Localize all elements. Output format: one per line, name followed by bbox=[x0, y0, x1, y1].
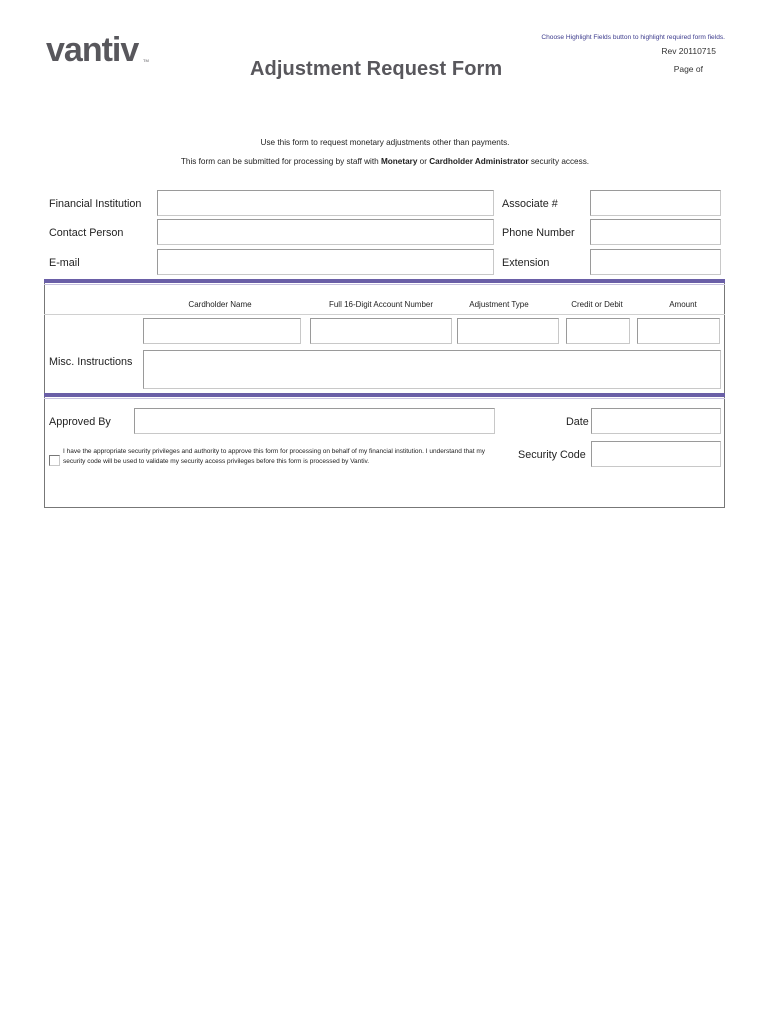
approved-by-field[interactable] bbox=[134, 408, 495, 434]
adjustment-type-field[interactable] bbox=[457, 318, 559, 344]
intro-line-2-pre: This form can be submitted for processing by staff with bbox=[180, 157, 381, 166]
intro-line-2-mid: or bbox=[417, 157, 430, 166]
logo-trademark: TM bbox=[143, 58, 149, 63]
financial-institution-field[interactable] bbox=[157, 190, 494, 216]
logo-text: vantiv bbox=[46, 31, 139, 69]
credit-debit-field[interactable] bbox=[566, 318, 630, 344]
associate-field[interactable] bbox=[590, 190, 721, 216]
col-header-credit-debit: Credit or Debit bbox=[571, 300, 623, 309]
phone-number-label: Phone Number bbox=[502, 227, 575, 239]
associate-label: Associate # bbox=[502, 198, 558, 210]
misc-instructions-field[interactable] bbox=[143, 350, 721, 389]
certification-text: I have the appropriate security privileges and authority to approve this form for processing on behalf of my financial institution. I understand that my security code will be used to validate my security access privileges before this form is processed by Vantiv. bbox=[63, 448, 486, 465]
row-divider bbox=[44, 314, 725, 315]
extension-label: Extension bbox=[502, 257, 550, 269]
section-divider-mid bbox=[44, 393, 725, 397]
intro-line-1: Use this form to request monetary adjustments other than payments. bbox=[260, 138, 510, 147]
date-label: Date bbox=[566, 416, 589, 428]
intro-line-2 bbox=[0, 157, 770, 166]
amount-field[interactable] bbox=[637, 318, 720, 344]
contact-person-field[interactable] bbox=[157, 219, 494, 245]
email-field[interactable] bbox=[157, 249, 494, 275]
col-header-adjustment-type: Adjustment Type bbox=[469, 300, 529, 309]
intro-line-2-post: security access. bbox=[528, 157, 590, 166]
col-header-account-number: Full 16-Digit Account Number bbox=[328, 300, 434, 309]
misc-instructions-label: Misc. Instructions bbox=[49, 356, 133, 368]
highlight-notice: Choose Highlight Fields button to highlight required form fields. bbox=[541, 34, 725, 41]
page-number-label: Page of bbox=[673, 64, 703, 74]
security-code-label: Security Code bbox=[518, 449, 586, 461]
extension-field[interactable] bbox=[590, 249, 721, 275]
account-number-field[interactable] bbox=[310, 318, 452, 344]
date-field[interactable] bbox=[591, 408, 721, 434]
vantiv-logo bbox=[46, 32, 156, 68]
contact-person-label: Contact Person bbox=[49, 227, 124, 239]
financial-institution-label: Financial Institution bbox=[49, 198, 142, 210]
intro-cardholder-admin: Cardholder Administrator bbox=[429, 157, 529, 166]
col-header-cardholder-name: Cardholder Name bbox=[188, 300, 252, 309]
certification-checkbox[interactable] bbox=[49, 455, 60, 466]
cardholder-name-field[interactable] bbox=[143, 318, 301, 344]
section-divider-mid-shadow bbox=[44, 398, 725, 399]
security-code-field[interactable] bbox=[591, 441, 721, 467]
page-title: Adjustment Request Form bbox=[250, 58, 503, 80]
section-divider-top-shadow bbox=[44, 284, 725, 285]
email-label: E-mail bbox=[49, 257, 80, 269]
section-divider-top bbox=[44, 279, 725, 283]
approved-by-label: Approved By bbox=[49, 416, 111, 428]
intro-monetary: Monetary bbox=[380, 157, 418, 166]
revision-label: Rev 20110715 bbox=[661, 46, 716, 56]
col-header-amount: Amount bbox=[669, 300, 697, 309]
phone-number-field[interactable] bbox=[590, 219, 721, 245]
